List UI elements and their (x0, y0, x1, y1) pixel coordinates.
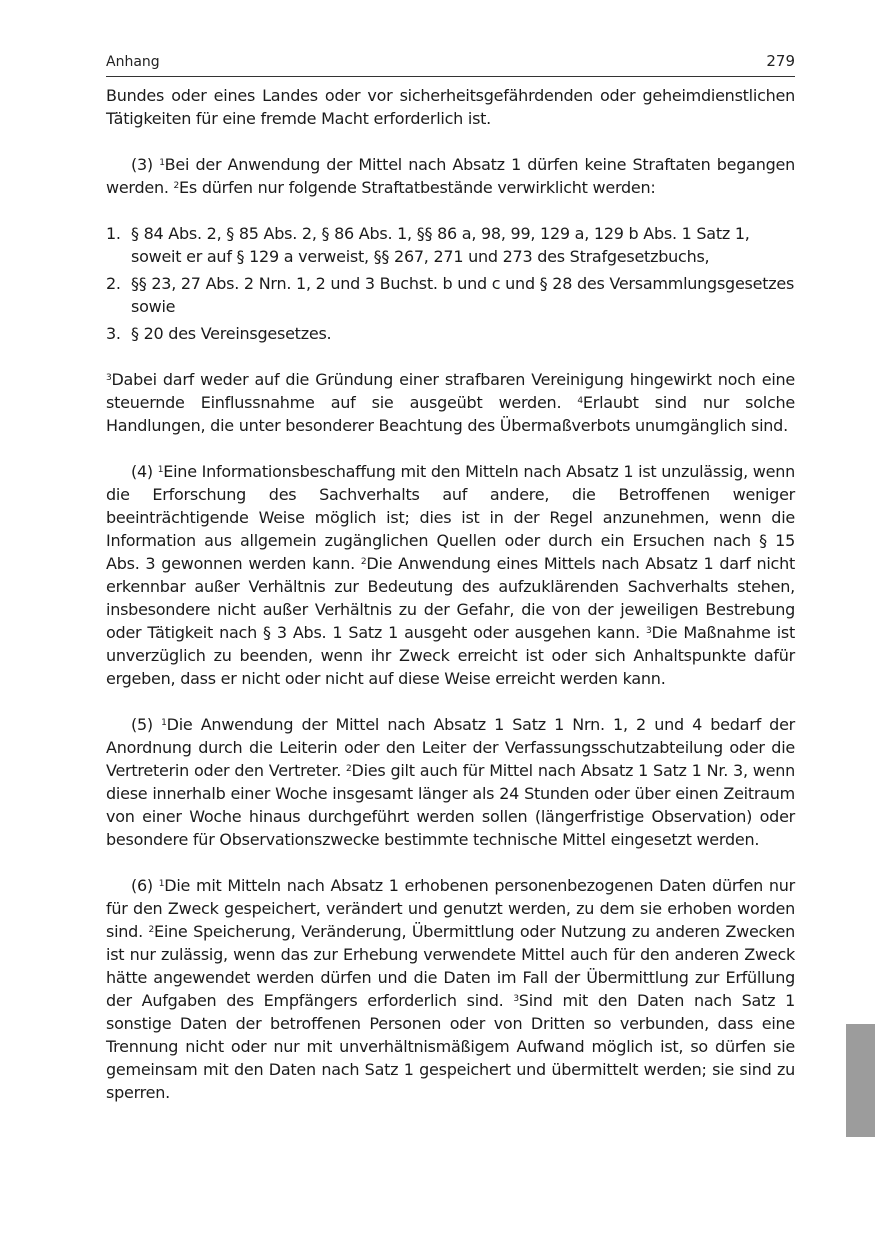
paragraph-continuation: Bundes oder eines Landes oder vor sicherheitsgefährdenden oder geheimdienstlichen Tätigkeiten für eine fremde Macht erforderlich ist. (106, 86, 795, 128)
page-number: 279 (766, 52, 795, 70)
offense-list (106, 222, 795, 345)
sentence-number: 1 (161, 718, 167, 728)
paragraph-3-continued: $^3$Dabei darf weder auf die Gründung einer strafbaren Vereinigung hingewirkt noch eine steuernde Einflussnahme auf sie ausgeübt werden. $^4$Erlaubt sind nur solche Handlungen, die unter besonderer Beachtung des Übermaßverbots unumgänglich sind. (106, 370, 795, 435)
list-item: 2. §§ 23, 27 Abs. 2 Nrn. 1, 2 und 3 Buchst. b und c und § 28 des Versammlungsgesetzes sowie (106, 274, 795, 316)
list-item: 3. § 20 des Vereinsgesetzes. (106, 324, 332, 343)
header-section-title: Anhang (106, 54, 160, 70)
sentence-number: 2 (148, 925, 154, 935)
paragraph-6: (6) $^1$Die mit Mitteln nach Absatz 1 erhobenen personenbezogenen Daten dürfen nur für den Zweck gespeichert, verändert und genutzt werden, zu dem sie erhoben worden sind. $^2$Eine Speicherung, Veränderung, Übermittlung oder Nutzung zu anderen Zwecken ist nur zulässig, wenn das zur Erhebung verwendete Mittel auch für den anderen Zweck hätte angewendet werden dürfen und die Daten im Fall der Übermittlung zur Erfüllung der Aufgaben des Empfängers erforderlich sind. $^3$Sind mit den Daten nach Satz 1 sonstige Daten der betroffenen Personen oder von Dritten so verbunden, dass eine Trennung nicht oder nur mit unverhältnismäßigem Aufwand möglich ist, so dürfen sie gemeinsam mit den Daten nach Satz 1 gespeichert und übermittelt werden; sie sind zu sperren. (106, 876, 796, 1102)
page-body (106, 84, 795, 1104)
paragraph-label: (5) (131, 715, 162, 734)
sentence-number: 1 (158, 879, 165, 889)
paragraph-label: (6) (131, 876, 159, 895)
paragraph-3: (3) $^1$Bei der Anwendung der Mittel nach Absatz 1 dürfen keine Straftaten begangen werden. $^2$Es dürfen nur folgende Straftatbestände verwirklicht werden: (106, 155, 796, 197)
sentence-number: 3 (513, 994, 519, 1004)
sentence-number: 2 (173, 181, 180, 191)
sentence-number: 4 (577, 396, 583, 406)
running-header (106, 52, 795, 77)
paragraph-5: (5) $^1$Die Anwendung der Mittel nach Absatz 1 Satz 1 Nrn. 1, 2 und 4 bedarf der Anordnung durch die Leiterin oder den Leiter der Verfassungsschutzabteilung oder die Vertreterin oder den Vertreter. $^2$Dies gilt auch für Mittel nach Absatz 1 Satz 1 Nr. 3, wenn diese innerhalb einer Woche insgesamt länger als 24 Stunden oder über einen Zeitraum von einer Woche hinaus durchgeführt werden sollen (längerfristige Observation) oder besondere für Observationszwecke bestimmte technische Mittel eingesetzt werden. (106, 715, 796, 849)
sentence-number: 2 (360, 557, 367, 567)
sentence-number: 3 (106, 373, 112, 383)
list-item: 1. § 84 Abs. 2, § 85 Abs. 2, § 86 Abs. 1, §§ 86 a, 98, 99, 129 a, 129 b Abs. 1 Satz 1, soweit er auf § 129 a verweist, §§ 267, 271 und 273 des Strafgesetzbuchs, (106, 224, 750, 266)
paragraph-4: (4) $^1$Eine Informationsbeschaffung mit den Mitteln nach Absatz 1 ist unzulässig, wenn die Erforschung des Sachverhalts auf andere, die Betroffenen weniger beeinträchtigende Weise möglich ist; dies ist in der Regel anzunehmen, wenn die Information aus allgemein zugänglichen Quellen oder durch ein Ersuchen nach § 15 Abs. 3 gewonnen werden kann. $^2$Die Anwendung eines Mittels nach Absatz 1 darf nicht erkennbar außer Verhältnis zur Bedeutung des aufzuklärenden Sachverhalts stehen, insbesondere nicht außer Verhältnis zu der Gefahr, die von der jeweiligen Bestrebung oder Tätigkeit nach § 3 Abs. 1 Satz 1 ausgeht oder ausgehen kann. $^3$Die Maßnahme ist unverzüglich zu beenden, wenn ihr Zweck erreicht ist oder sich Anhaltspunkte dafür ergeben, dass er nicht oder nicht auf diese Weise erreicht werden kann. (106, 462, 796, 688)
paragraph-label: (3) (131, 155, 160, 174)
sentence-number: 2 (346, 764, 352, 774)
sentence-number: 3 (646, 626, 652, 636)
paragraph-label: (4) (131, 462, 158, 481)
sentence-number: 1 (159, 158, 165, 168)
sentence-number: 1 (157, 465, 164, 475)
chapter-thumb-tab (846, 1024, 875, 1137)
